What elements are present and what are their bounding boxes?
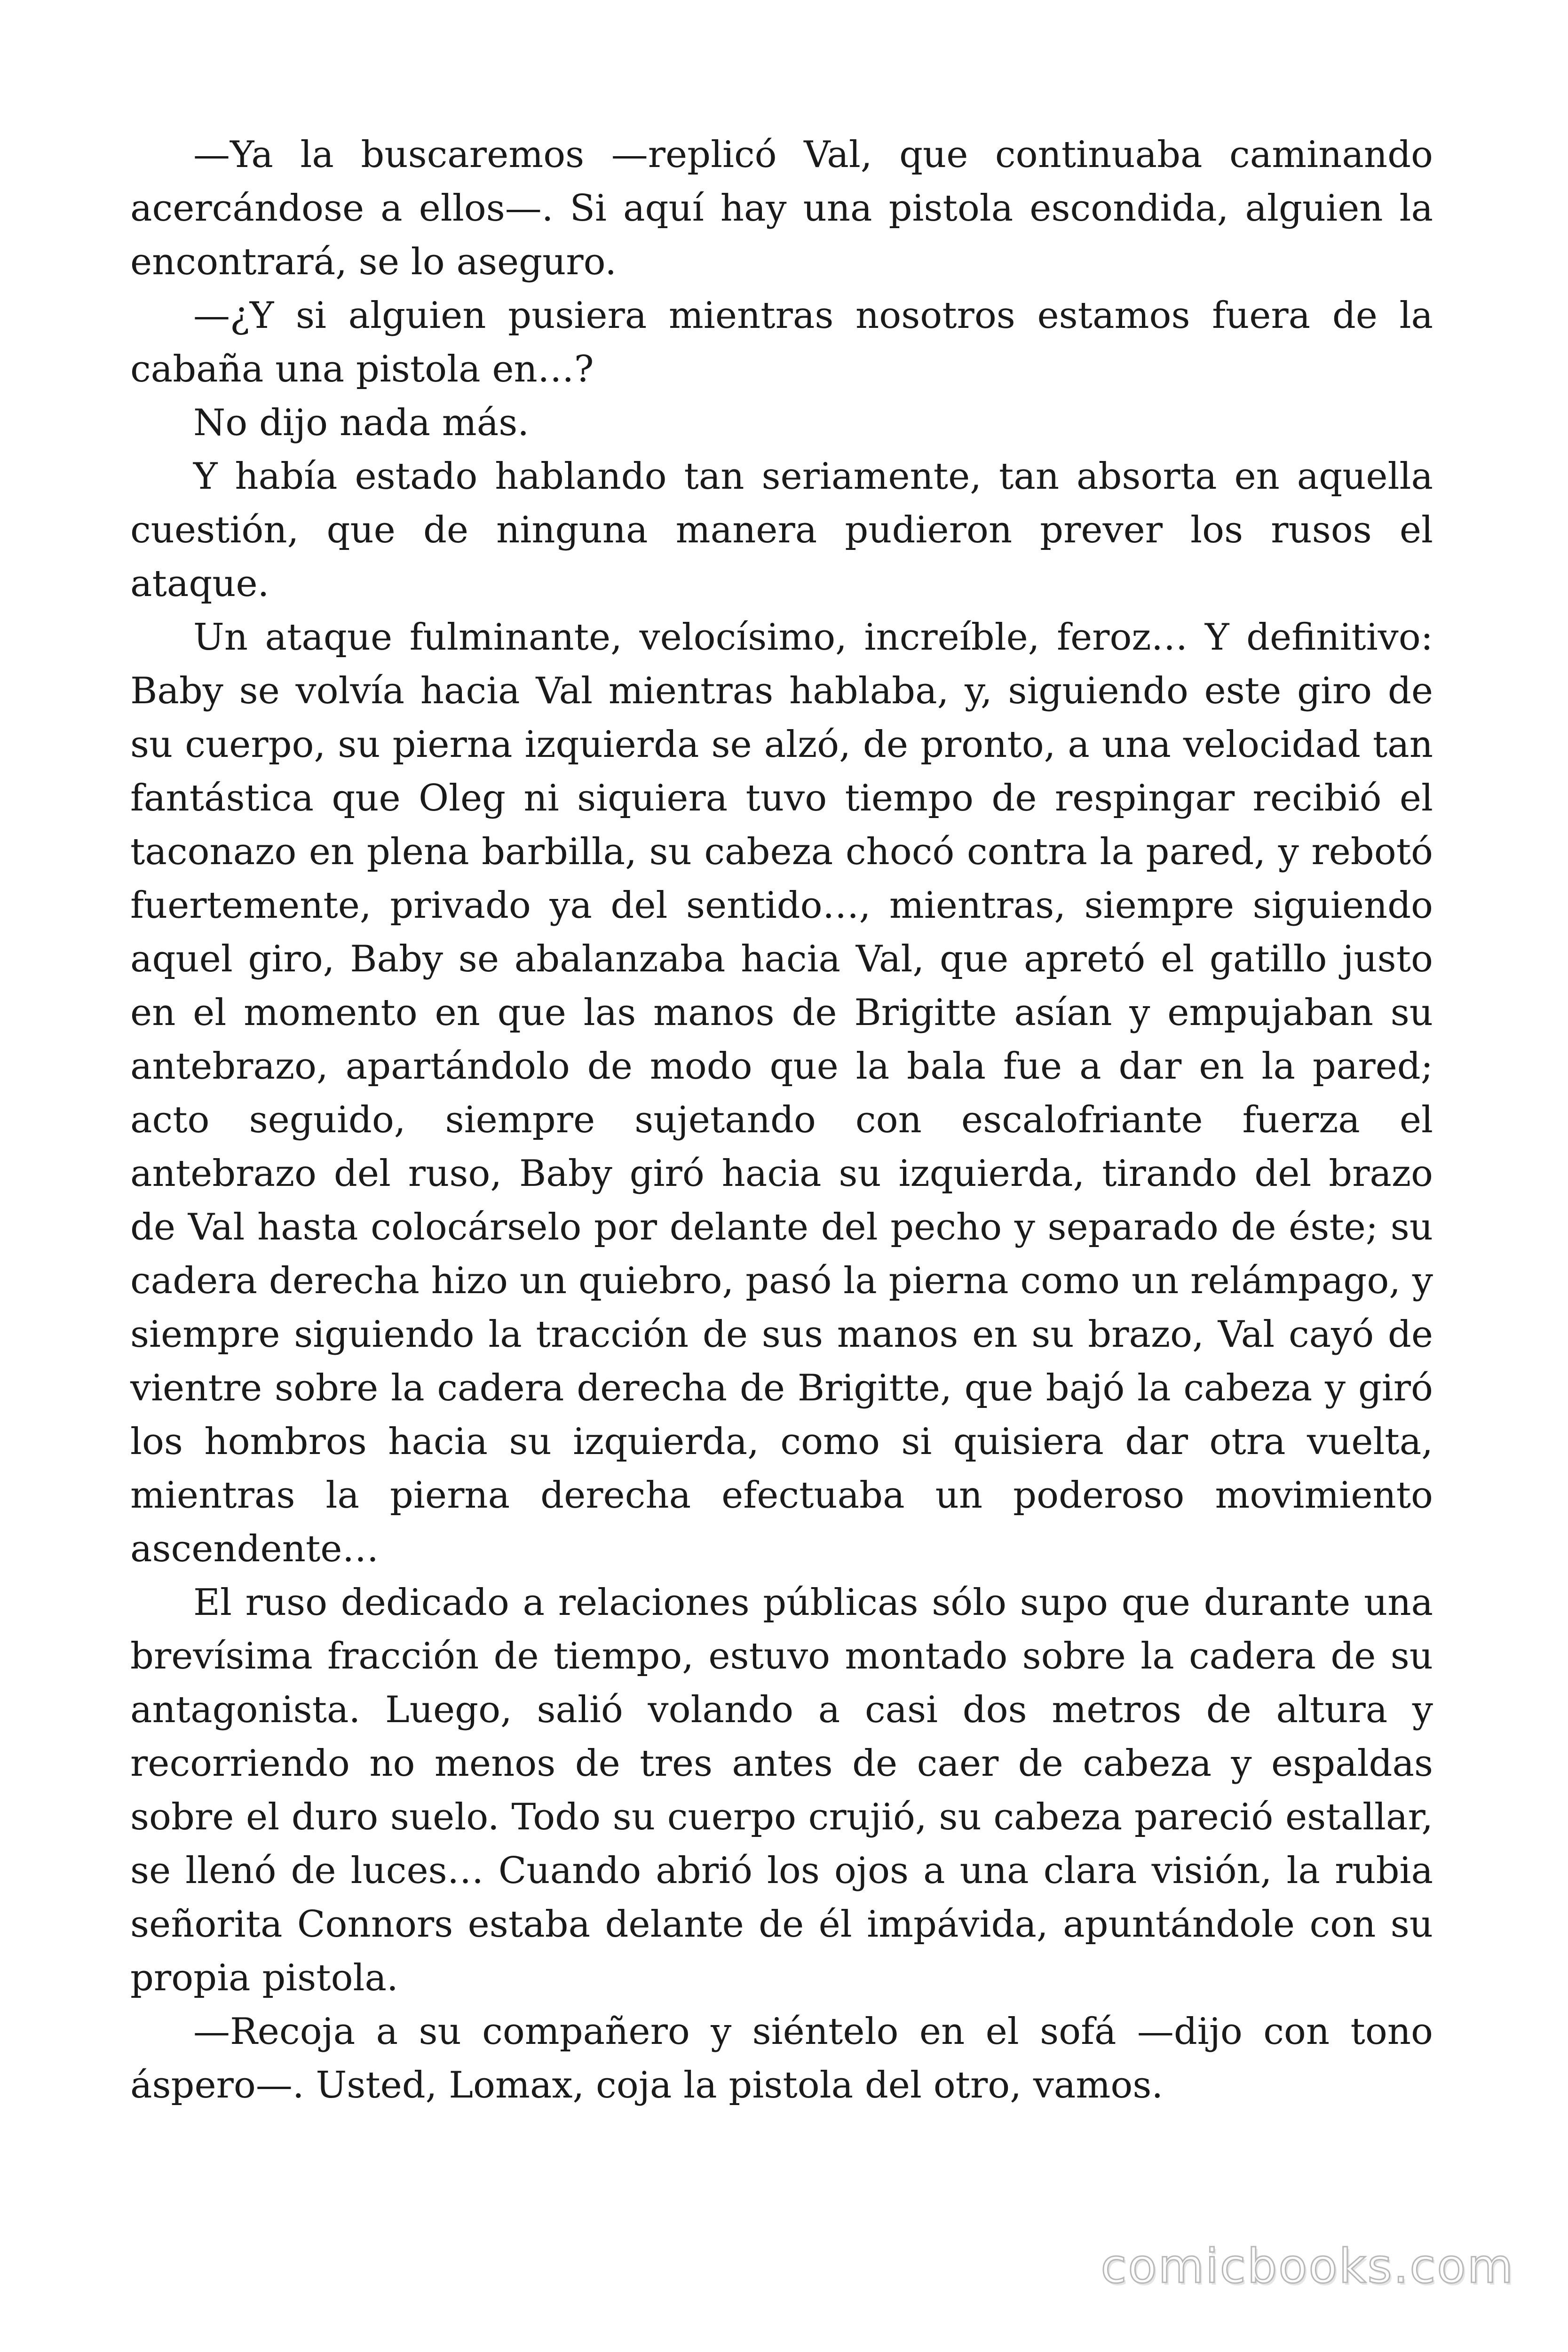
paragraph-5: Un ataque fulminante, velocísimo, increíble, feroz… Y definitivo: Baby se volvía hacia Val mientras hablaba, y, siguiendo este giro de su cuerpo, su pierna izquierda se alzó, de pronto, a una velocidad tan fantástica que Oleg ni siquiera tuvo tiempo de respingar recibió el taconazo en plena barbilla, su cabeza chocó contra la pared, y rebotó fuertemente, privado ya del sentido…, mientras, siempre siguiendo aquel giro, Baby se abalanzaba hacia Val, que apretó el gatillo justo en el momento en que las manos de Brigitte asían y empujaban su antebrazo, apartándolo de modo que la bala fue a dar en la pared; acto seguido, siempre sujetando con escalofriante fuerza el antebrazo del ruso, Baby giró hacia su izquierda, tirando del brazo de Val hasta colocárselo por delante del pecho y separado de éste; su cadera derecha hizo un quiebro, pasó la pierna como un relámpago, y siempre siguiendo la tracción de sus manos en su brazo, Val cayó de vientre sobre la cadera derecha de Brigitte, que bajó la cabeza y giró los hombros hacia su izquierda, como si quisiera dar otra vuelta, mientras la pierna derecha efectuaba un poderoso movimiento ascendente… [130,616,1433,1570]
page-text [130,128,1433,2112]
watermark: comicbooks.com [1101,2239,1514,2294]
paragraph-2: —¿Y si alguien pusiera mientras nosotros estamos fuera de la cabaña una pistola en…? [130,294,1433,390]
paragraph-4: Y había estado hablando tan seriamente, tan absorta en aquella cuestión, que de ninguna manera pudieron prever los rusos el ataque. [130,455,1433,605]
paragraph-7: —Recoja a su compañero y siéntelo en el sofá —dijo con tono áspero—. Usted, Lomax, coja la pistola del otro, vamos. [130,2010,1433,2106]
paragraph-6: El ruso dedicado a relaciones públicas sólo supo que durante una brevísima fracción de tiempo, estuvo montado sobre la cadera de su antagonista. Luego, salió volando a casi dos metros de altura y recorriendo no menos de tres antes de caer de cabeza y espaldas sobre el duro suelo. Todo su cuerpo crujió, su cabeza pareció estallar, se llenó de luces… Cuando abrió los ojos a una clara visión, la rubia señorita Connors estaba delante de él impávida, apuntándole con su propia pistola. [130,1581,1433,1999]
paragraph-3: No dijo nada más. [193,402,530,444]
paragraph-1: —Ya la buscaremos —replicó Val, que continuaba caminando acercándose a ellos—. Si aquí hay una pistola escondida, alguien la encontrará, se lo aseguro. [130,134,1433,283]
